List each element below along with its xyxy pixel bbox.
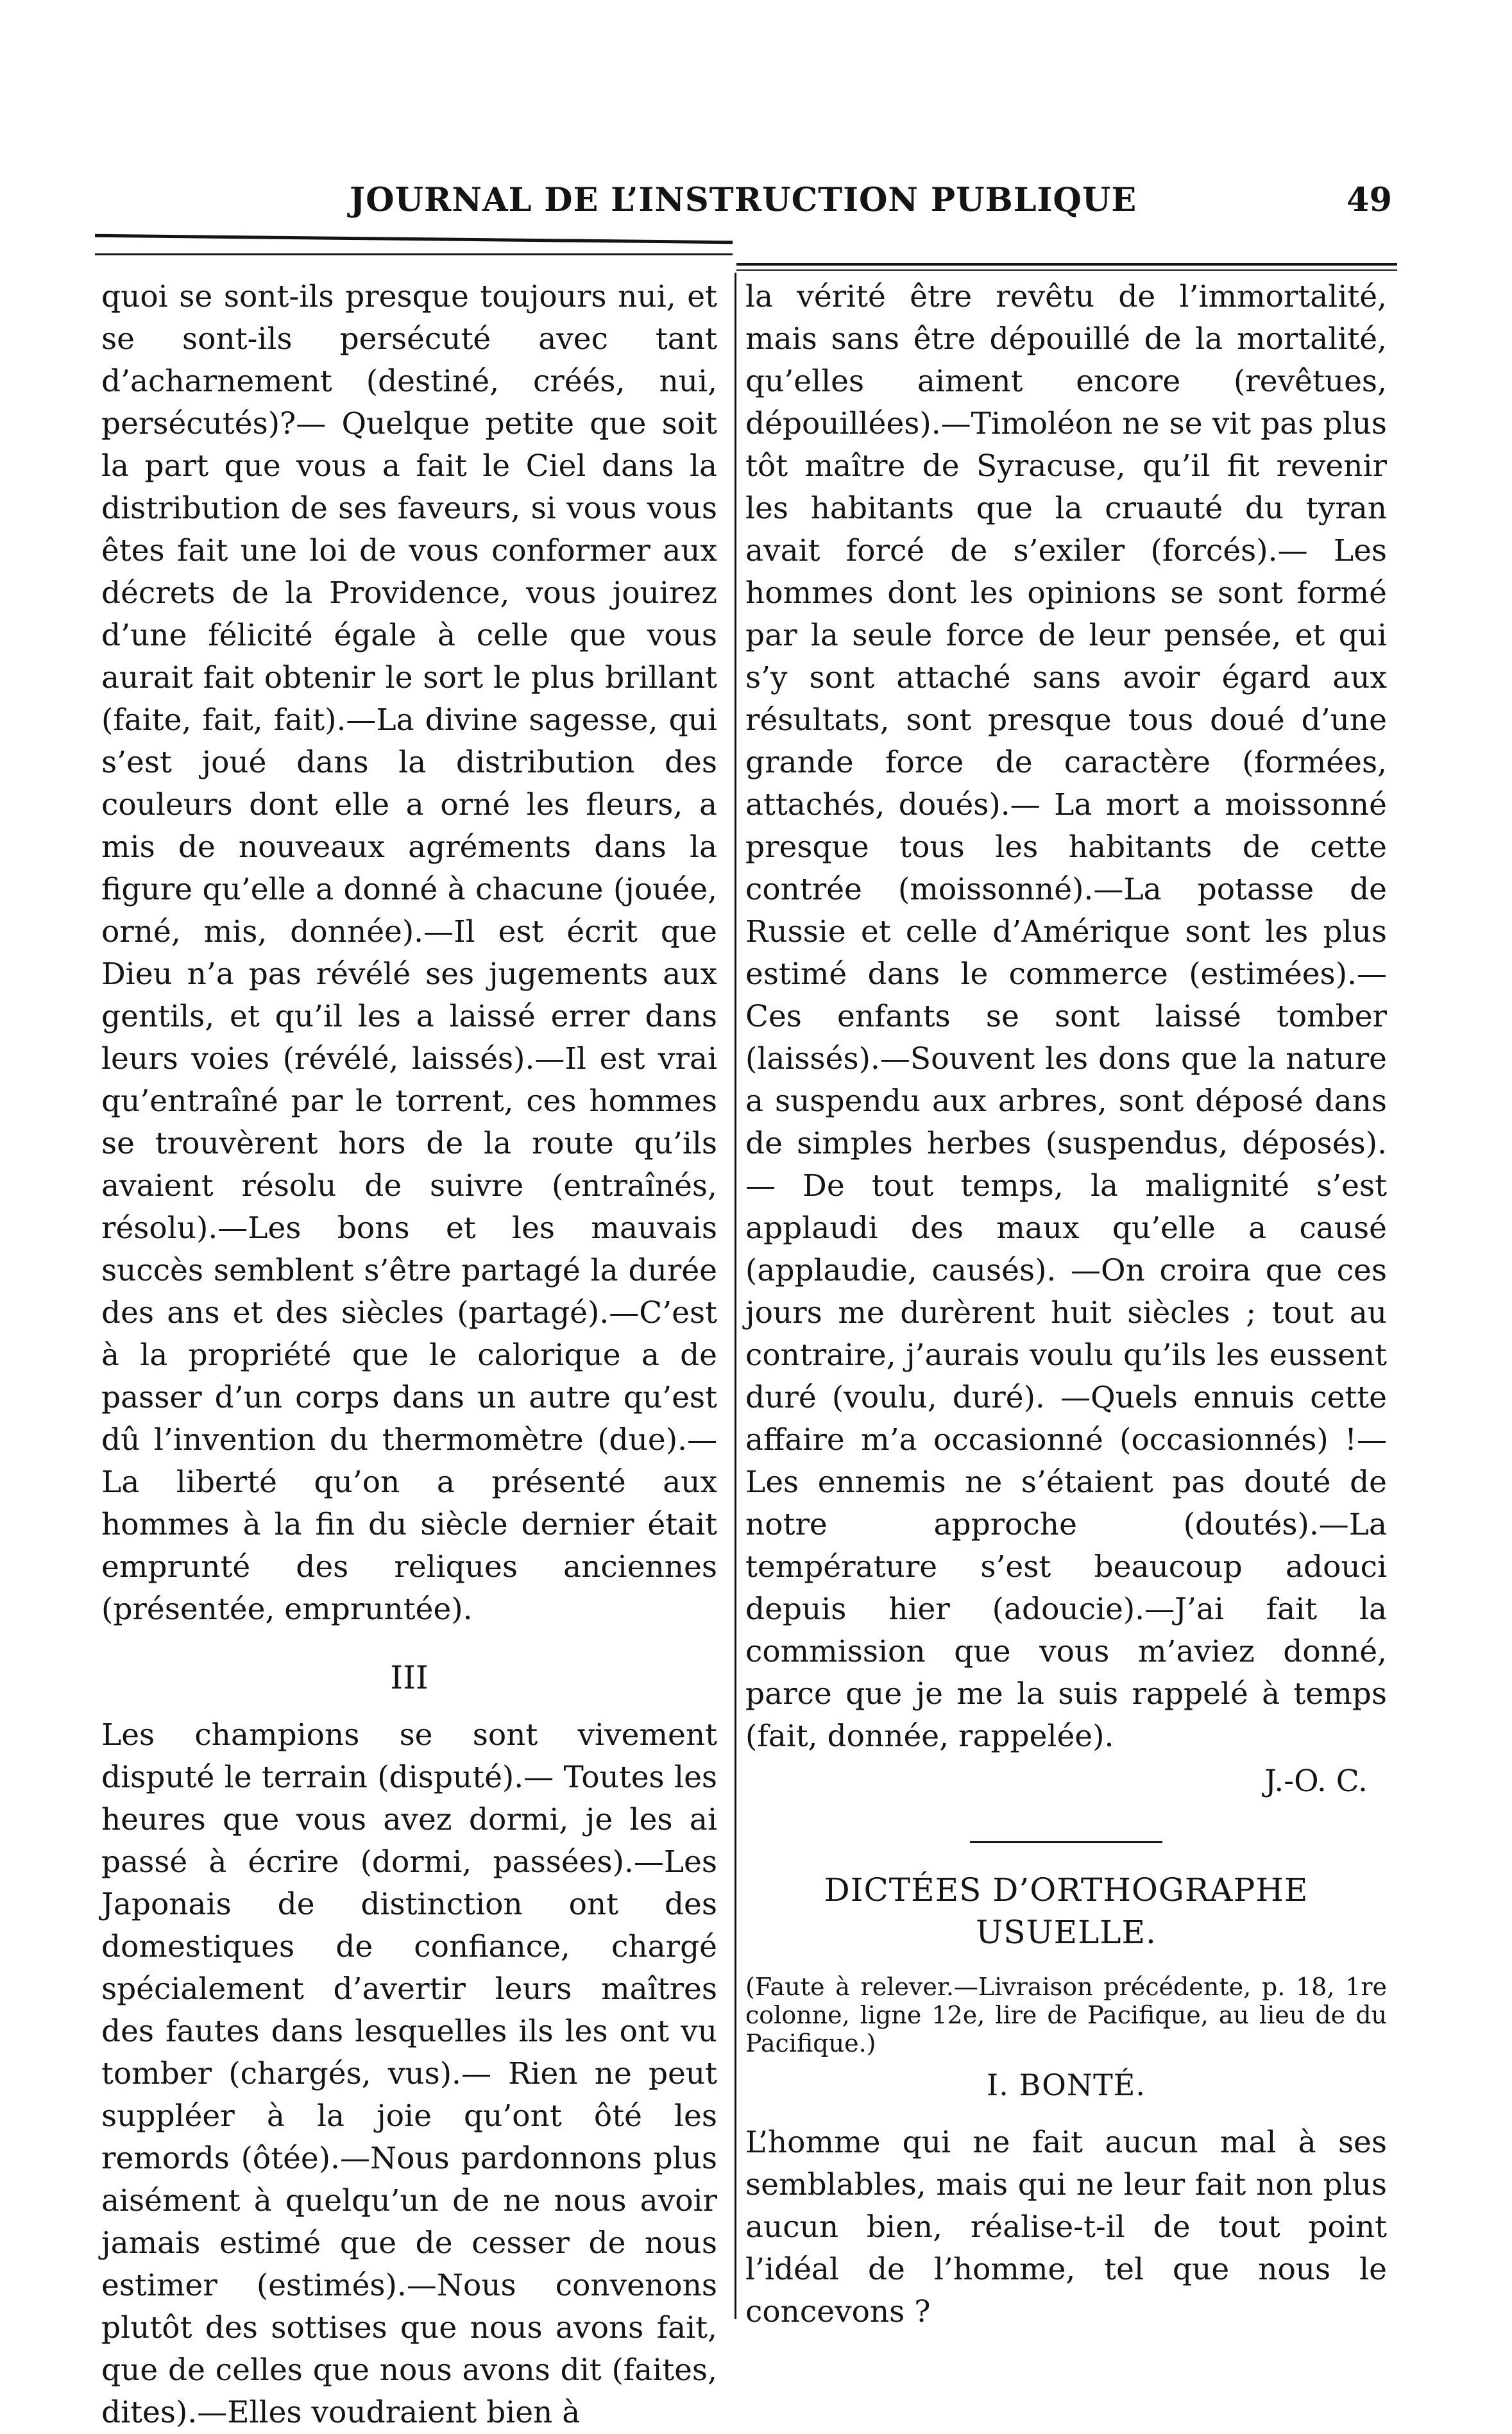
header-rule-right	[736, 263, 1397, 266]
right-paragraph-2: L’homme qui ne fait aucun mal à ses semblables, mais qui ne leur fait non plus aucun bien, réalise-t-il de tout point l’idéal de l’homme, tel que nous le concevons ?	[745, 2125, 1387, 2329]
column-divider	[735, 273, 736, 2319]
left-column	[101, 276, 717, 2434]
subsection-title: I. BONTÉ.	[987, 2068, 1146, 2102]
section-title	[745, 1869, 1387, 1953]
running-title: JOURNAL DE L’INSTRUCTION PUBLIQUE	[350, 181, 1137, 219]
section-title-line-2: USUELLE.	[976, 1914, 1157, 1951]
header-rule-thin	[95, 253, 733, 255]
page-number: 49	[1346, 181, 1392, 219]
header-rule	[95, 234, 733, 244]
left-paragraph-2: Les champions se sont vivement disputé le terrain (disputé).— Toutes les heures que vous avez dormi, je les ai passé à écrire (dormi, passées).—Les Japonais de distinction ont des domestiques de confiance, chargé spécialement d’avertir leurs maîtres des fautes dans lesquelles ils les ont vu tomber (chargés, vus).— Rien ne peut suppléer à la joie qu’ont ôté les remords (ôtée).—Nous pardonnons plus aisément à quelqu’un de ne nous avoir jamais estimé que de cesser de nous estimer (estimés).—Nous convenons plutôt des sottises que nous avons fait, que de celles que nous avons dit (faites, dites).—Elles voudraient bien à	[101, 1717, 717, 2430]
section-numeral: III	[390, 1659, 429, 1696]
section-title-line-1: DICTÉES D’ORTHOGRAPHE	[824, 1871, 1309, 1909]
right-column	[745, 276, 1387, 2333]
page-header	[96, 181, 1392, 232]
section-divider	[970, 1841, 1162, 1843]
header-rule-right-thin	[736, 269, 1397, 271]
erratum-note: (Faute à relever.—Livraison précédente, p. 18, 1re colonne, ligne 12e, lire de Pacifique, au lieu de du Pacifique.)	[745, 1973, 1387, 2057]
left-paragraph-1: quoi se sont-ils presque toujours nui, et se sont-ils persécuté avec tant d’acharnement (destiné, créés, nui, persécutés)?— Quelque petite que soit la part que vous a fait le Ciel dans la distribution de ses faveurs, si vous vous êtes fait une loi de vous conformer aux décrets de la Providence, vous jouirez d’une félicité égale à celle que vous aurait fait obtenir le sort le plus brillant (faite, fait, fait).—La divine sagesse, qui s’est joué dans la distribution des couleurs dont elle a orné les fleurs, a mis de nouveaux agréments dans la figure qu’elle a donné à chacune (jouée, orné, mis, donnée).—Il est écrit que Dieu n’a pas révélé ses jugements aux gentils, et qu’il les a laissé errer dans leurs voies (révélé, laissés).—Il est vrai qu’entraîné par le torrent, ces hommes se trouvèrent hors de la route qu’ils avaient résolu de suivre (entraînés, résolu).—Les bons et les mauvais succès semblent s’être partagé la durée des ans et des siècles (partagé).—C’est à la propriété que le calorique a de passer d’un corps dans un autre qu’est dû l’invention du thermomètre (due).—La liberté qu’on a présenté aux hommes à la fin du siècle dernier était emprunté des reliques anciennes (présentée, empruntée).	[101, 279, 717, 1627]
author-signature: J.-O. C.	[1264, 1764, 1368, 1799]
right-paragraph-1: la vérité être revêtu de l’immortalité, mais sans être dépouillé de la mortalité, qu’elles aiment encore (revêtues, dépouillées).—Timoléon ne se vit pas plus tôt maître de Syracuse, qu’il fit revenir les habitants que la cruauté du tyran avait forcé de s’exiler (forcés).— Les hommes dont les opinions se sont formé par la seule force de leur pensée, et qui s’y sont attaché sans avoir égard aux résultats, sont presque tous doué d’une grande force de caractère (formées, attachés, doués).— La mort a moissonné presque tous les habitants de cette contrée (moissonné).—La potasse de Russie et celle d’Amérique sont les plus estimé dans le commerce (estimées).—Ces enfants se sont laissé tomber (laissés).—Souvent les dons que la nature a suspendu aux arbres, sont déposé dans de simples herbes (suspendus, déposés).— De tout temps, la malignité s’est applaudi des maux qu’elle a causé (applaudie, causés). —On croira que ces jours me durèrent huit siècles ; tout au contraire, j’aurais voulu qu’ils les eussent duré (voulu, duré). —Quels ennuis cette affaire m’a occasionné (occasionnés) !—Les ennemis ne s’étaient pas douté de notre approche (doutés).—La température s’est beaucoup adouci depuis hier (adoucie).—J’ai fait la commission que vous m’aviez donné, parce que je me la suis rappelé à temps (fait, donnée, rappelée).	[745, 279, 1387, 1754]
